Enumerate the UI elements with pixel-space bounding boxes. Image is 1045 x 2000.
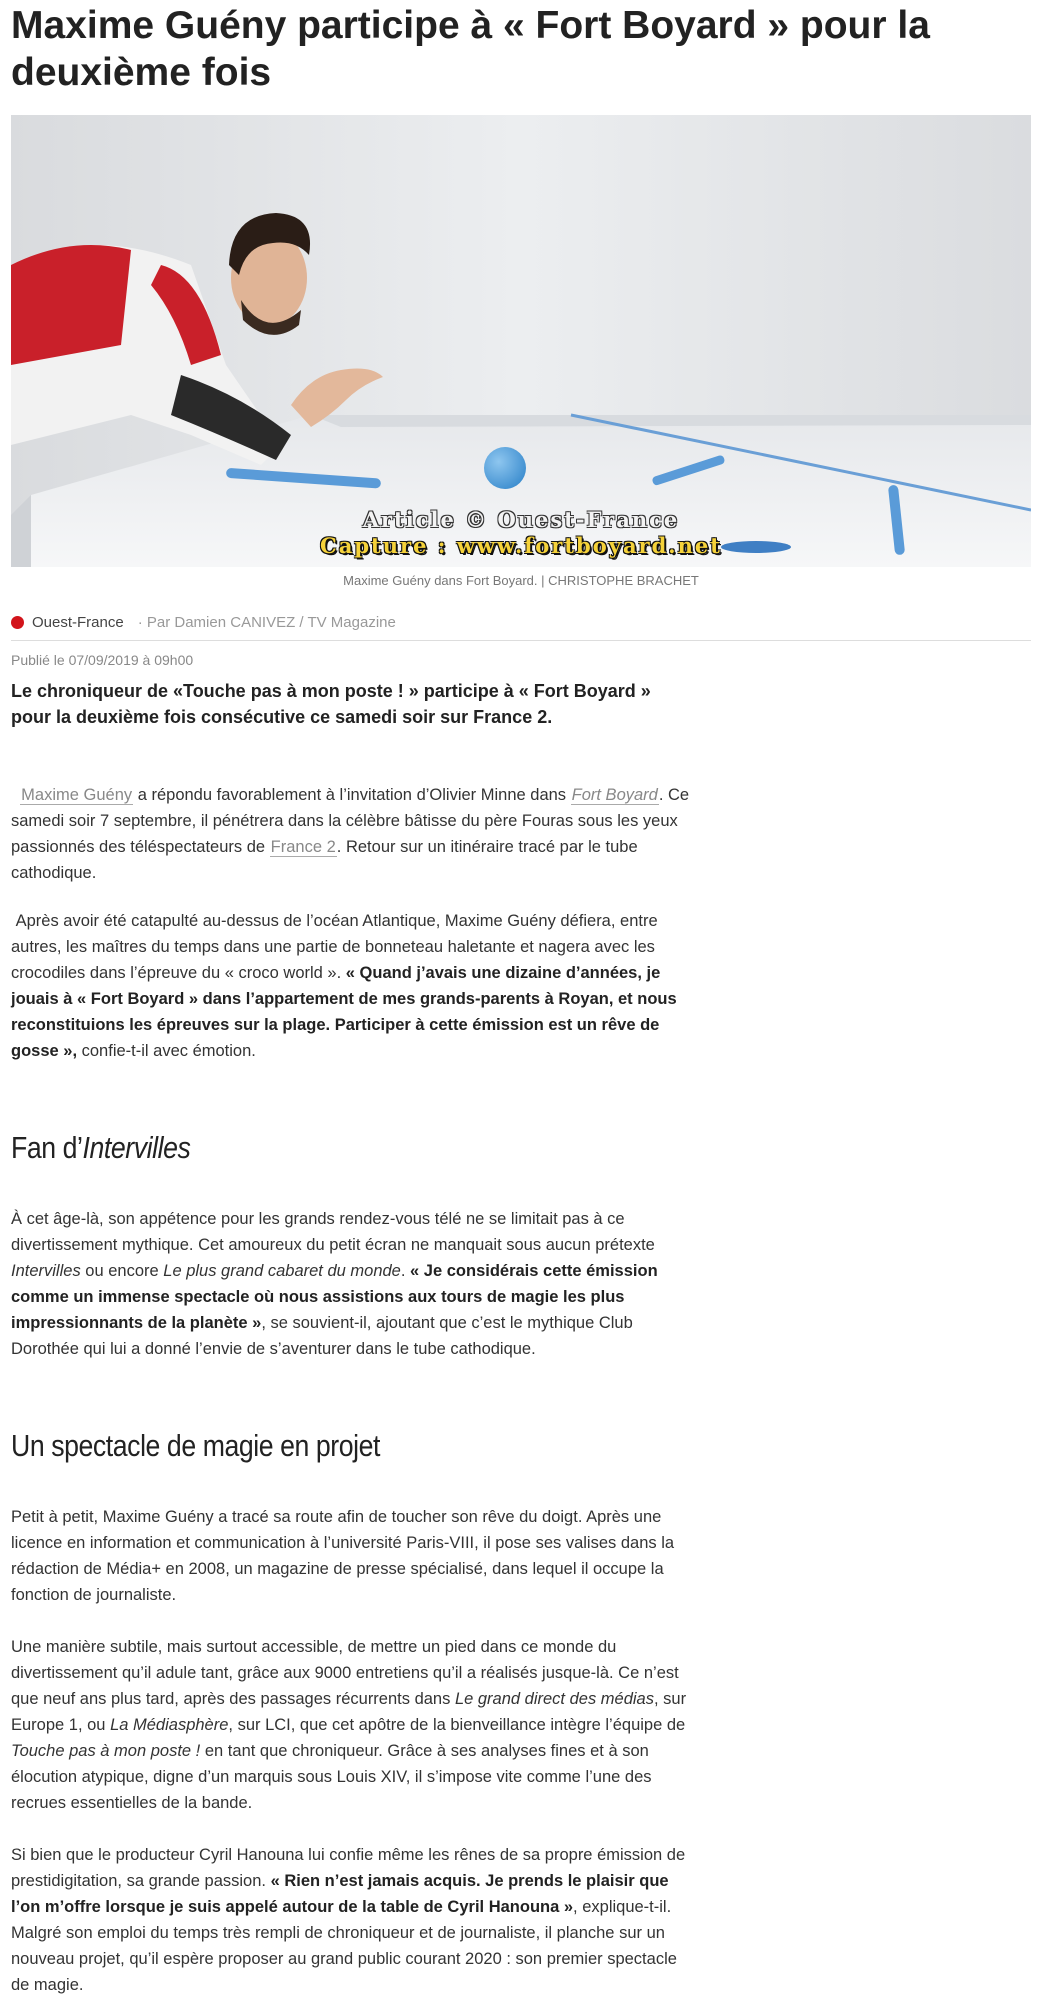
- paragraph-4: Petit à petit, Maxime Guény a tracé sa route afin de toucher son rêve du doigt. Après une licence en information et communication à l’université Paris-VIII, il pose ses valises dans la rédaction de Média+ en 2008, un magazine de presse spécialisé, dans lequel il occupe la fonction de journaliste.: [11, 1508, 675, 1604]
- paragraph-5: Une manière subtile, mais surtout accessible, de mettre un pied dans ce monde du divertissement qu’il adule tant, grâce aux 9000 entretiens qu’il a réalisés jusque-là. Ce n’est que neuf ans plus tard, après des passages récurrents dans Le grand direct des médias, sur Europe 1, ou La Médiasphère, sur LCI, que cet apôtre de la bienveillance intègre l’équipe de Touche pas à mon poste ! en tant que chroniqueur. Grâce à ses analyses fines et à son élocution atypique, digne d’un marquis sous Louis XIV, il s’impose vite comme l’une des recrues essentielles de la bande.: [11, 1638, 687, 1812]
- link-maxime-gueny[interactable]: Maxime Guény: [21, 786, 133, 804]
- article-lede: Le chroniqueur de «Touche pas à mon poste ! » participe à « Fort Boyard » pour la deuxième fois consécutive ce samedi soir sur France 2.: [11, 681, 651, 727]
- ouest-france-logo-icon: [11, 616, 24, 629]
- article-title: Maxime Guény participe à « Fort Boyard » pour la deuxième fois: [11, 4, 930, 94]
- watermark-article: Article © Ouest-France: [362, 507, 680, 532]
- image-caption: Maxime Guény dans Fort Boyard. | CHRISTOPHE BRACHET: [343, 573, 699, 588]
- hero-image[interactable]: [11, 115, 1031, 567]
- section-heading-spectacle: Un spectacle de magie en projet: [11, 1428, 381, 1463]
- paragraph-6: Si bien que le producteur Cyril Hanouna lui confie même les rênes de sa propre émission de prestidigitation, sa grande passion. « Rien n’est jamais acquis. Je prends le plaisir que l’on m’offre lorsque je suis appelé autour de la table de Cyril Hanouna », explique-t-il. Malgré son emploi du temps très rempli de chroniqueur et de journaliste, il planche sur un nouveau projet, qu’il espère proposer au grand public courant 2020 : son premier spectacle de magie.: [11, 1846, 686, 1994]
- quote-3: « Rien n’est jamais acquis. Je prends le plaisir que l’on m’offre lorsque je suis appelé autour de la table de Cyril Hanouna »: [11, 1872, 669, 1916]
- watermark-capture: Capture : www.fortboyard.net: [320, 533, 722, 558]
- source-name[interactable]: Ouest-France: [32, 614, 124, 631]
- paragraph-1: Maxime Guény a répondu favorablement à l’invitation d’Olivier Minne dans Fort Boyard. Ce samedi soir 7 septembre, il pénétrera dans la célèbre bâtisse du père Fouras sous les yeux passionnés des téléspectateurs de France 2. Retour sur un itinéraire tracé par le tube cathodique.: [11, 786, 690, 882]
- hero-photo-illustration: [11, 115, 1031, 567]
- paragraph-3: À cet âge-là, son appétence pour les grands rendez-vous télé ne se limitait pas à ce divertissement mythique. Cet amoureux du petit écran ne manquait sous aucun prétexte Intervilles ou encore Le plus grand cabaret du monde. « Je considérais cette émission comme un immense spectacle où nous assistions aux tours de magie les plus impressionnants de la planète », se souvient-il, ajoutant que c’est le mythique Club Dorothée qui lui a donné l’envie de s’aventurer dans le tube cathodique.: [11, 1210, 658, 1358]
- byline: [11, 614, 1031, 641]
- paragraph-2: Après avoir été catapulté au-dessus de l’océan Atlantique, Maxime Guény défiera, entre autres, les maîtres du temps dans une partie de bonneteau haletante et nagera avec les crocodiles dans l’épreuve du « croco world ». « Quand j’avais une dizaine d’années, je jouais à « Fort Boyard » dans l’appartement de mes grands-parents à Royan, et nous reconstituions les épreuves sur la plage. Participer à cette émission est un rêve de gosse », confie-t-il avec émotion.: [11, 912, 677, 1060]
- link-france-2[interactable]: France 2: [270, 838, 336, 856]
- author: · Par Damien CANIVEZ / TV Magazine: [137, 614, 396, 631]
- link-fort-boyard[interactable]: Fort Boyard: [571, 786, 658, 804]
- publish-date: Publié le 07/09/2019 à 09h00: [11, 652, 194, 668]
- section-heading-fan-intervilles: Fan d’Intervilles: [11, 1130, 191, 1165]
- quote-1: « Quand j’avais une dizaine d’années, je jouais à « Fort Boyard » dans l’appartement de mes grands-parents à Royan, et nous reconstituions les épreuves sur la plage. Participer à cette émission est un rêve de gosse »,: [11, 964, 677, 1060]
- quote-2: « Je considérais cette émission comme un immense spectacle où nous assistions aux tours de magie les plus impressionnants de la planète »: [11, 1262, 658, 1332]
